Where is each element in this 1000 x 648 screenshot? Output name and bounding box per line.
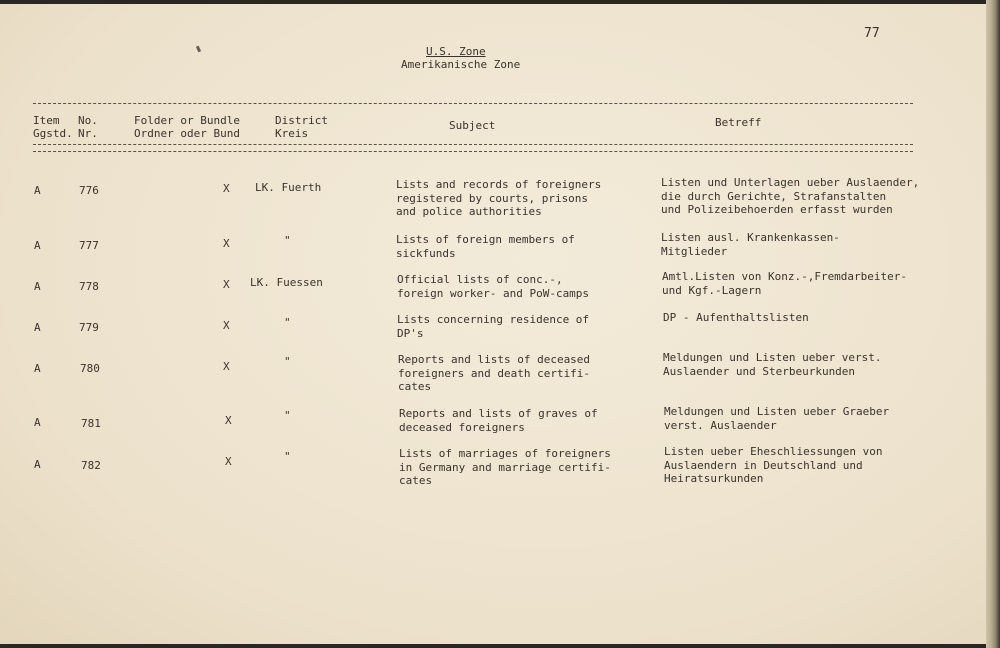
row-782-district: " <box>284 450 291 463</box>
row-778-district: LK. Fuessen <box>250 276 323 289</box>
row-780-no: 780 <box>80 362 100 375</box>
row-779-no: 779 <box>79 321 99 334</box>
row-776-folder: X <box>223 182 230 195</box>
row-782-no: 782 <box>81 459 101 472</box>
row-780-subject: Reports and lists of deceased foreigners and death certifi- cates <box>398 353 591 393</box>
header-rule-mid <box>33 144 913 145</box>
zone-title: U.S. Zone <box>426 45 486 58</box>
row-777-item: A <box>34 239 41 252</box>
zone-subtitle: Amerikanische Zone <box>401 58 521 71</box>
row-779-district: " <box>284 316 291 329</box>
row-778-no: 778 <box>79 280 99 293</box>
row-777-no: 777 <box>79 239 99 252</box>
row-782-folder: X <box>225 455 232 468</box>
row-779-subject: Lists concerning residence of DP's <box>397 313 590 340</box>
row-782-subject: Lists of marriages of foreigners in Germany and marriage certifi- cates <box>399 447 611 487</box>
row-778-subject: Official lists of conc.-, foreign worker- and PoW-camps <box>397 273 590 300</box>
header-no: No. Nr. <box>78 114 98 140</box>
row-776-district: LK. Fuerth <box>255 181 322 194</box>
row-781-folder: X <box>225 414 232 427</box>
row-779-item: A <box>34 321 41 334</box>
binding-edge <box>986 0 1000 648</box>
row-778-folder: X <box>223 278 230 291</box>
row-777-subject: Lists of foreign members of sickfunds <box>396 233 575 260</box>
row-777-district: " <box>284 234 291 247</box>
row-780-betreff: Meldungen und Listen ueber verst. Auslaender und Sterbeurkunden <box>663 351 882 378</box>
row-781-subject: Reports and lists of graves of deceased foreigners <box>399 407 598 434</box>
row-781-item: A <box>34 416 41 429</box>
row-776-item: A <box>34 184 41 197</box>
row-782-item: A <box>34 458 41 471</box>
row-776-subject: Lists and records of foreigners registered by courts, prisons and police authorities <box>396 178 602 218</box>
row-776-no: 776 <box>79 184 99 197</box>
row-780-district: " <box>284 355 291 368</box>
row-782-betreff: Listen ueber Eheschliessungen von Auslaendern in Deutschland und Heiratsurkunden <box>664 445 883 485</box>
document-page <box>0 4 986 644</box>
row-780-item: A <box>34 362 41 375</box>
page-number: 77 <box>864 26 880 41</box>
row-780-folder: X <box>223 360 230 373</box>
header-rule-bottom <box>33 151 913 152</box>
header-district: District Kreis <box>275 114 328 140</box>
row-779-betreff: DP - Aufenthaltslisten <box>663 311 809 324</box>
row-781-no: 781 <box>81 417 101 430</box>
row-777-betreff: Listen ausl. Krankenkassen- Mitglieder <box>661 231 840 258</box>
header-folder: Folder or Bundle Ordner oder Bund <box>134 114 240 140</box>
row-776-betreff: Listen und Unterlagen ueber Auslaender, die durch Gerichte, Strafanstalten und Polizeibehoerden erfasst wurden <box>661 176 920 216</box>
ink-mark <box>196 46 201 53</box>
header-rule-top <box>33 103 913 104</box>
header-item: Item Ggstd. <box>33 114 73 140</box>
row-781-district: " <box>284 409 291 422</box>
row-779-folder: X <box>223 319 230 332</box>
row-777-folder: X <box>223 237 230 250</box>
row-778-betreff: Amtl.Listen von Konz.-,Fremdarbeiter- und Kgf.-Lagern <box>662 270 908 297</box>
row-778-item: A <box>34 280 41 293</box>
row-781-betreff: Meldungen und Listen ueber Graeber verst. Auslaender <box>664 405 890 432</box>
header-betreff: Betreff <box>715 116 762 129</box>
header-subject: Subject <box>449 119 496 132</box>
